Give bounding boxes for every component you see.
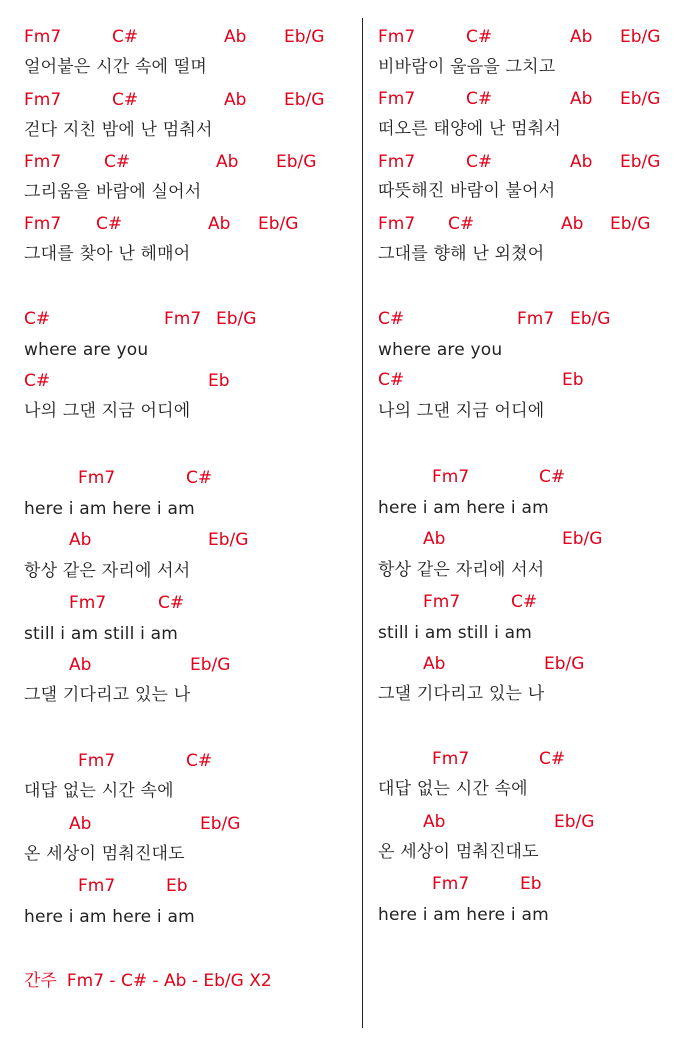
chord: C# [511,592,538,612]
chord: Ab [208,214,231,234]
lyric-text: 그대를 향해 난 외쳤어 [378,244,545,264]
chord-line [0,592,340,616]
chord: Ab [570,89,593,109]
chord: Fm7 [78,468,116,488]
chord-line [0,213,340,237]
chord-line [0,467,340,491]
chord-line [0,654,340,678]
chord-line [354,151,694,175]
chord: Ab [69,530,92,550]
lyric-line [0,623,340,647]
lyric-line [0,560,340,584]
lyric-text: 대답 없는 시간 속에 [24,781,174,801]
chord: Eb/G [284,27,325,47]
lyric-line [0,684,340,708]
chord: Fm7 [69,593,107,613]
chord-line [354,811,694,835]
chord: Eb/G [216,309,257,329]
lyric-line [354,559,694,583]
chord: Eb/G [284,90,325,110]
chord: C# [112,90,139,110]
chord: C# [466,27,493,47]
lyric-line [354,180,694,204]
chord: Fm7 [24,90,62,110]
chord-line [354,213,694,237]
chord: Eb [562,370,584,390]
lyric-line [354,400,694,424]
chord: Fm7 [378,152,416,172]
chord: Fm7 [164,309,202,329]
chord-line [0,370,340,394]
chord: C# [539,749,566,769]
chord: C# [186,751,213,771]
lyric-text: here i am here i am [24,907,195,927]
chord: Fm7 [78,876,116,896]
lyric-text: 나의 그댄 지금 어디에 [24,401,191,421]
chord: Eb/G [276,152,317,172]
interlude-progression: Fm7 - C# - Ab - Eb/G X2 [66,971,272,991]
chord: Fm7 [423,592,461,612]
chord-line [0,875,340,899]
chord: C# [378,309,405,329]
lyric-text: 걷다 지친 밤에 난 멈춰서 [24,120,213,140]
interlude [24,970,272,992]
lyric-text: 대답 없는 시간 속에 [378,779,528,799]
chord-line [354,873,694,897]
lyric-text: 그댈 기다리고 있는 나 [378,684,545,704]
lyric-line [0,243,340,267]
lyric-line [0,906,340,930]
chord-line [354,466,694,490]
chord: Fm7 [24,214,62,234]
lyric-line [354,118,694,142]
lyric-text: 얼어붙은 시간 속에 떨며 [24,57,208,77]
chord-line [0,26,340,50]
left-column [0,0,340,1048]
right-column [354,0,694,1048]
chord: Ab [570,27,593,47]
chord: Ab [69,655,92,675]
chord: C# [24,309,51,329]
chord: C# [186,468,213,488]
lyric-line [354,683,694,707]
chord: Ab [224,27,247,47]
lyric-text: here i am here i am [24,499,195,519]
lyric-line [354,339,694,363]
lyric-text: 비바람이 울음을 그치고 [378,57,556,77]
lyric-line [354,56,694,80]
chord: C# [158,593,185,613]
lyric-text: still i am still i am [24,624,179,644]
chord: C# [378,370,405,390]
chord: Ab [69,814,92,834]
chord: Eb/G [190,655,231,675]
chord: C# [466,89,493,109]
chord-line [0,151,340,175]
chord-line [354,748,694,772]
chord: Eb/G [258,214,299,234]
chord-line [354,308,694,332]
chord: Eb/G [620,152,661,172]
chord: Fm7 [78,751,116,771]
chord: Ab [216,152,239,172]
chord: C# [448,214,475,234]
lyric-text: 나의 그댄 지금 어디에 [378,401,545,421]
lyric-text: 그대를 찾아 난 헤매어 [24,244,191,264]
chord: Ab [423,529,446,549]
chord: Eb [208,371,230,391]
chord-line [354,88,694,112]
lyric-text: 온 세상이 멈춰진대도 [24,844,185,864]
lyric-line [0,780,340,804]
chord: C# [24,371,51,391]
lyric-text: where are you [378,340,503,360]
chord-line [0,813,340,837]
chord: Eb/G [554,812,595,832]
chord: Eb/G [200,814,241,834]
lyric-line [354,497,694,521]
lyric-text: 항상 같은 자리에 서서 [378,560,545,580]
chord: Eb/G [620,89,661,109]
chord: Eb/G [570,309,611,329]
interlude-label: 간주 [24,971,57,991]
chord: C# [112,27,139,47]
chord: Fm7 [24,152,62,172]
lyric-text: here i am here i am [378,905,549,925]
lyric-line [0,56,340,80]
lyric-text: 항상 같은 자리에 서서 [24,561,191,581]
chord-line [0,529,340,553]
chord: Fm7 [432,874,470,894]
chord: Eb/G [544,654,585,674]
chord-line [354,591,694,615]
chord: Ab [423,812,446,832]
chord: Fm7 [517,309,555,329]
interlude-line [0,970,340,994]
chord: C# [466,152,493,172]
chord: Fm7 [378,89,416,109]
lyric-line [354,841,694,865]
lyric-line [354,622,694,646]
chord: Eb [166,876,188,896]
chord-line [354,369,694,393]
chord: Eb/G [208,530,249,550]
lyric-line [0,119,340,143]
chord-line [354,653,694,677]
chord: Eb [520,874,542,894]
chord: Fm7 [432,749,470,769]
lyric-text: where are you [24,340,149,360]
chord: Eb/G [562,529,603,549]
lyric-text: still i am still i am [378,623,533,643]
chord-line [0,750,340,774]
chord: Eb/G [620,27,661,47]
chord: Ab [423,654,446,674]
chord: C# [96,214,123,234]
chord: C# [539,467,566,487]
lyric-line [0,498,340,522]
lyric-line [0,339,340,363]
lyric-line [0,181,340,205]
chord: Fm7 [24,27,62,47]
lyric-line [354,243,694,267]
chord-line [0,89,340,113]
chord-line [354,26,694,50]
lyric-line [354,778,694,802]
chord-line [354,528,694,552]
lyric-text: 떠오른 태양에 난 멈춰서 [378,119,562,139]
lyric-line [354,904,694,928]
chord: Ab [570,152,593,172]
lyric-text: 따뜻해진 바람이 불어서 [378,181,556,201]
lyric-text: 그리움을 바람에 실어서 [24,182,202,202]
lyric-line [0,400,340,424]
chord: Ab [224,90,247,110]
chord: Ab [561,214,584,234]
lyric-text: here i am here i am [378,498,549,518]
chord: Fm7 [378,214,416,234]
lyric-text: 그댈 기다리고 있는 나 [24,685,191,705]
lyric-text: 온 세상이 멈춰진대도 [378,842,539,862]
chord: Fm7 [378,27,416,47]
chord: Eb/G [610,214,651,234]
chord: Fm7 [432,467,470,487]
chord: C# [104,152,131,172]
chord-line [0,308,340,332]
lyric-line [0,843,340,867]
